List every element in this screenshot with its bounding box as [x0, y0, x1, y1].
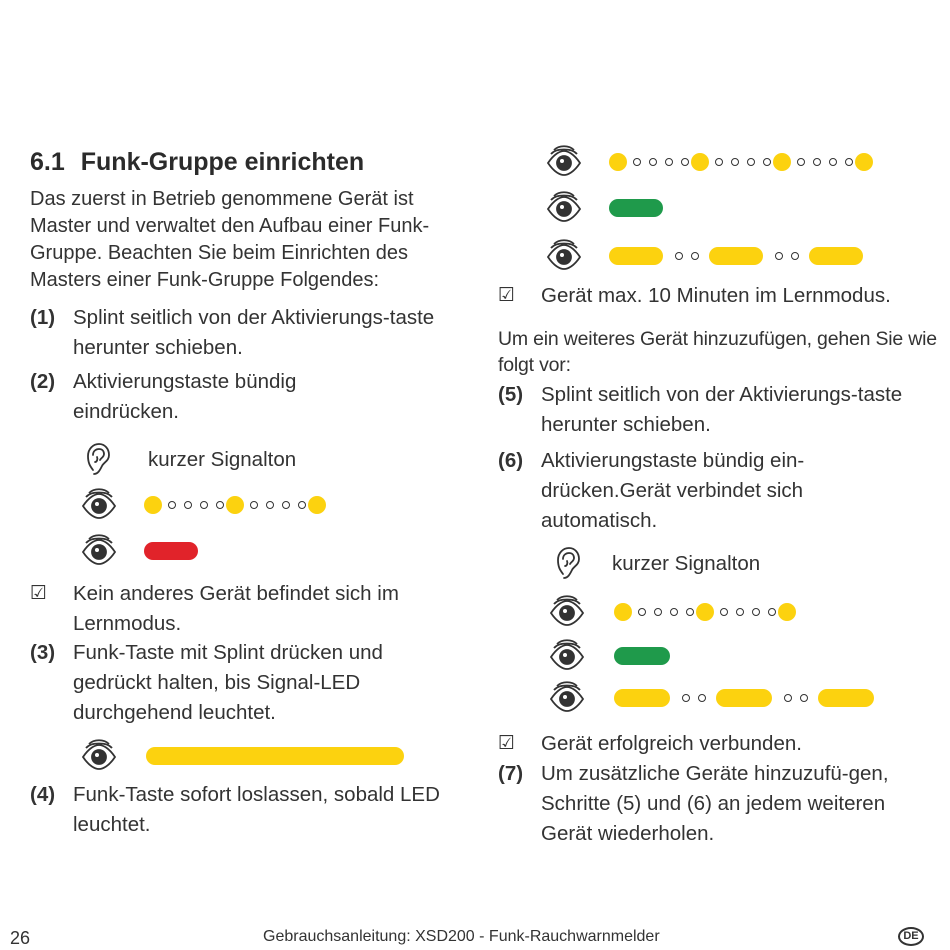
pause-dot	[845, 158, 853, 166]
eye-icon	[545, 189, 583, 227]
led-bar-yellow	[809, 247, 863, 265]
checkbox-icon: ☑	[30, 583, 48, 604]
ear-icon	[550, 544, 588, 582]
step-text: Splint seitlich von der Aktivierungs-taste herunter schieben.	[73, 306, 435, 359]
checkbox-icon: ☑	[498, 285, 516, 306]
step-text: Splint seitlich von der Aktivierungs-taste herunter schieben.	[541, 383, 903, 436]
step-number: (7)	[498, 762, 524, 785]
step-text: Funk-Taste sofort loslassen, sobald LED leuchtet.	[73, 783, 440, 836]
signal-red	[80, 532, 380, 570]
signal-label: kurzer Signalton	[612, 552, 761, 575]
pause-dot	[266, 501, 274, 509]
add-device-intro: Um ein weiteres Gerät hinzuzufügen, gehen Sie wie folgt vor:	[498, 328, 937, 376]
eye-icon	[80, 532, 118, 570]
step-text: Aktivierungstaste bündig eindrücken.	[73, 370, 297, 423]
led-bar-yellow	[716, 689, 772, 707]
led-bar-red	[144, 542, 198, 560]
signal-green	[548, 637, 848, 675]
pause-dot	[736, 608, 744, 616]
led-pattern	[144, 532, 198, 570]
pause-dot	[691, 252, 699, 260]
pause-dot	[763, 158, 771, 166]
section-number: 6.1	[30, 148, 65, 176]
step-number: (5)	[498, 383, 524, 406]
pause-dot	[800, 694, 808, 702]
eye-icon	[545, 237, 583, 275]
pause-dot	[686, 608, 694, 616]
section-heading	[30, 148, 364, 177]
check-text: Gerät max. 10 Minuten im Lernmodus.	[541, 284, 891, 307]
led-bar-yellow	[609, 247, 663, 265]
led-pattern	[609, 237, 863, 275]
led-bar-yellow	[818, 689, 874, 707]
led-dot	[609, 153, 627, 171]
step-number: (1)	[30, 306, 56, 329]
pause-dot	[682, 694, 690, 702]
footer-title: Gebrauchsanleitung: XSD200 - Funk-Rauchwarnmelder	[263, 928, 660, 945]
pause-dot	[784, 694, 792, 702]
led-pattern	[614, 593, 802, 631]
signal-green	[545, 189, 845, 227]
pause-dot	[752, 608, 760, 616]
led-pattern	[144, 486, 332, 524]
intro-paragraph: Das zuerst in Betrieb genommene Gerät ist Master und verwaltet den Aufbau einer Funk-Gruppe. Beachten Sie beim Einrichten des Masters einer Funk-Gruppe Folgendes:	[30, 188, 430, 291]
signal-yellow-bars	[548, 679, 898, 717]
led-dot	[691, 153, 709, 171]
signal-blink-yellow	[80, 486, 380, 524]
signal-blink-yellow-long	[545, 143, 885, 181]
pause-dot	[638, 608, 646, 616]
pause-dot	[791, 252, 799, 260]
step-number: (4)	[30, 783, 56, 806]
step-number: (3)	[30, 641, 56, 664]
eye-icon	[80, 486, 118, 524]
pause-dot	[649, 158, 657, 166]
ear-icon	[80, 440, 118, 478]
pause-dot	[768, 608, 776, 616]
led-dot	[308, 496, 326, 514]
eye-icon	[80, 737, 118, 775]
pause-dot	[681, 158, 689, 166]
led-dot	[614, 603, 632, 621]
pause-dot	[715, 158, 723, 166]
pause-dot	[731, 158, 739, 166]
signal-beep	[550, 544, 850, 582]
led-dot	[778, 603, 796, 621]
led-pattern	[614, 679, 874, 717]
step-text: Um zusätzliche Geräte hinzuzufü-gen, Schritte (5) und (6) an jedem weiteren Gerät wiederholen.	[541, 762, 889, 845]
pause-dot	[797, 158, 805, 166]
language-badge: DE	[898, 927, 924, 946]
led-dot	[773, 153, 791, 171]
section-title: Funk-Gruppe einrichten	[80, 148, 365, 176]
led-bar-green	[614, 647, 670, 665]
pause-dot	[720, 608, 728, 616]
check-text: Kein anderes Gerät befindet sich im Lernmodus.	[73, 582, 399, 635]
led-dot	[226, 496, 244, 514]
led-dot	[144, 496, 162, 514]
eye-icon	[545, 143, 583, 181]
signal-blink-yellow	[548, 593, 848, 631]
led-bar-yellow	[614, 689, 670, 707]
check-text: Gerät erfolgreich verbunden.	[541, 732, 802, 755]
pause-dot	[633, 158, 641, 166]
page-number: 26	[10, 928, 31, 948]
pause-dot	[675, 252, 683, 260]
signal-steady-yellow	[80, 737, 420, 775]
pause-dot	[829, 158, 837, 166]
pause-dot	[775, 252, 783, 260]
led-pattern	[609, 189, 663, 227]
pause-dot	[282, 501, 290, 509]
pause-dot	[216, 501, 224, 509]
checkbox-icon: ☑	[498, 733, 516, 754]
signal-label: kurzer Signalton	[148, 448, 297, 471]
led-bar-yellow-steady	[146, 747, 404, 765]
pause-dot	[747, 158, 755, 166]
pause-dot	[168, 501, 176, 509]
pause-dot	[250, 501, 258, 509]
step-number: (2)	[30, 370, 56, 393]
pause-dot	[298, 501, 306, 509]
pause-dot	[184, 501, 192, 509]
led-dot	[696, 603, 714, 621]
step-number: (6)	[498, 449, 524, 472]
led-dot	[855, 153, 873, 171]
pause-dot	[813, 158, 821, 166]
signal-beep	[80, 440, 380, 478]
pause-dot	[665, 158, 673, 166]
led-pattern	[146, 737, 404, 775]
eye-icon	[548, 679, 586, 717]
led-bar-yellow	[709, 247, 763, 265]
pause-dot	[698, 694, 706, 702]
led-bar-green	[609, 199, 663, 217]
step-text: Aktivierungstaste bündig ein-drücken.Gerät verbindet sich automatisch.	[541, 449, 805, 532]
eye-icon	[548, 637, 586, 675]
signal-yellow-bars	[545, 237, 885, 275]
pause-dot	[200, 501, 208, 509]
pause-dot	[670, 608, 678, 616]
led-pattern	[614, 637, 670, 675]
led-pattern	[609, 143, 879, 181]
pause-dot	[654, 608, 662, 616]
eye-icon	[548, 593, 586, 631]
step-text: Funk-Taste mit Splint drücken und gedrückt halten, bis Signal-LED durchgehend leuchtet.	[73, 641, 383, 724]
